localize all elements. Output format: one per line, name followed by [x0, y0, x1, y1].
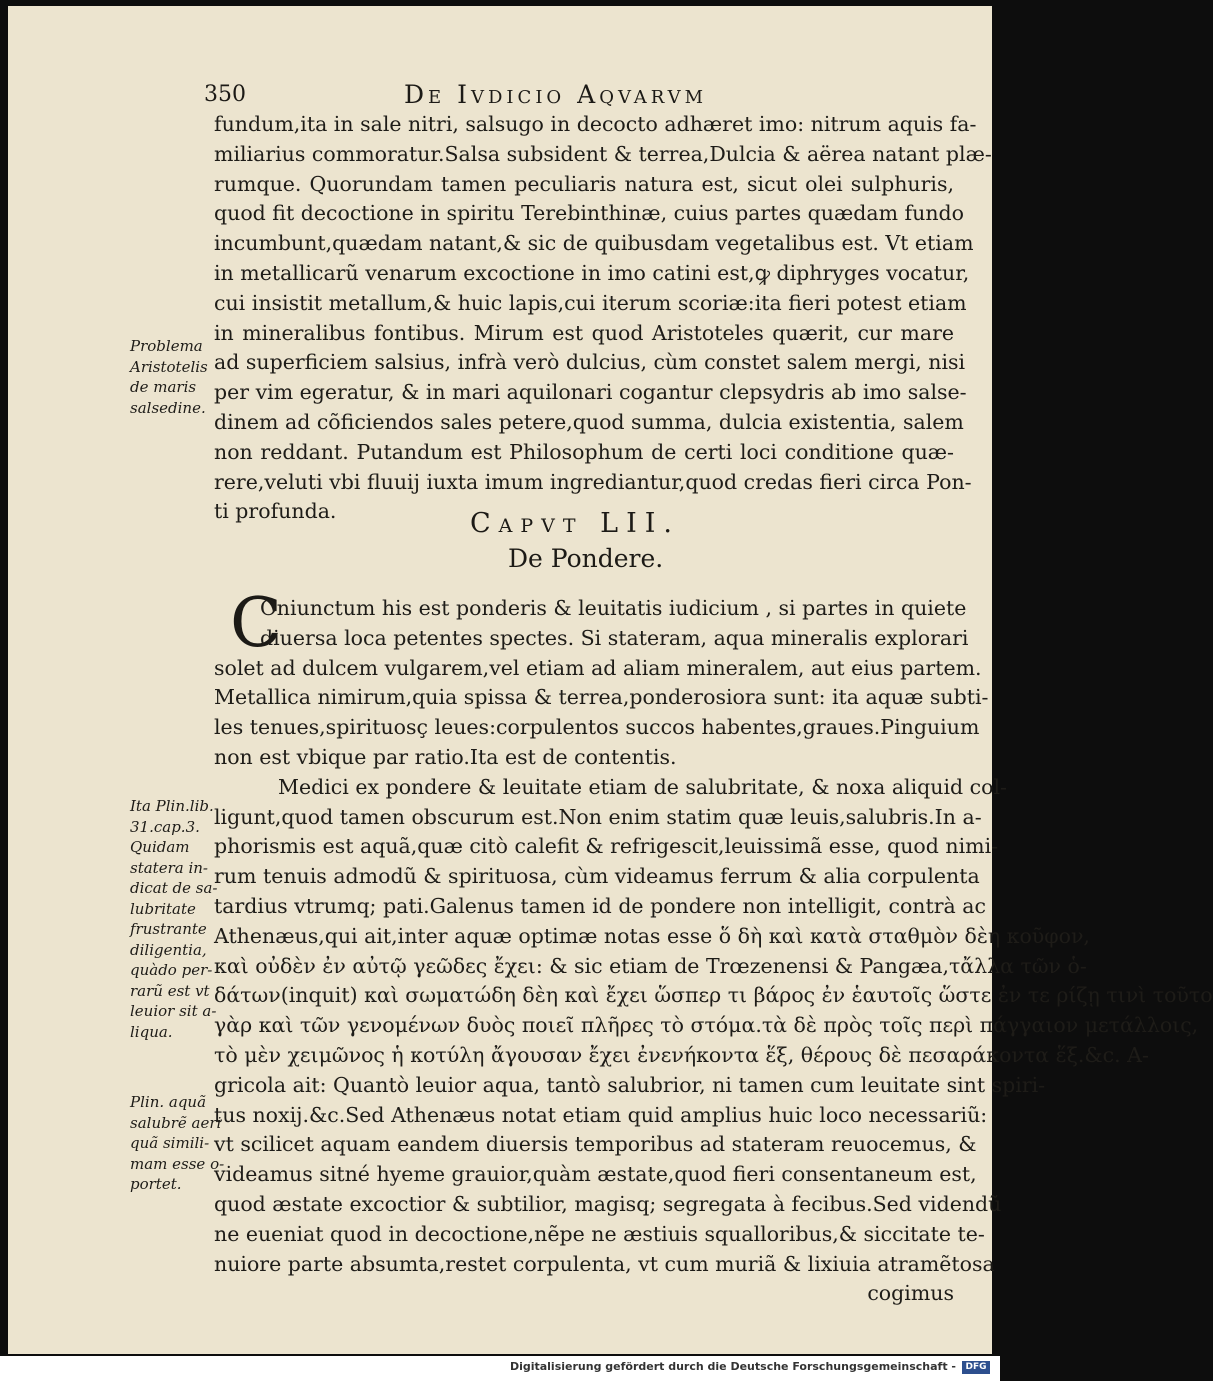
marginal-line: mam esse o- — [130, 1154, 225, 1173]
marginal-line: Quidam — [130, 838, 190, 856]
text-line: per vim egeratur, & in mari aquilonari cogantur clepsydris ab imo salse- — [214, 380, 967, 405]
text-line: gricola ait: Quantò leuior aqua, tantò salubrior, ni tamen cum leuitate sint spiri- — [214, 1072, 1046, 1097]
marginal-line: leuior sit a- — [130, 1002, 217, 1020]
chapter-title: Capvt LII. — [470, 508, 680, 539]
marginal-line: liqua. — [130, 1022, 173, 1041]
marginal-note-pliny-aqua — [130, 1092, 234, 1195]
text-line: Oniunctum his est ponderis & leuitatis iudicium , si partes in quiete — [260, 596, 967, 620]
text-line: quod æstate excoctior & subtilior, magisq; segregata à fecibus.Sed videndũ — [214, 1191, 1002, 1216]
marginal-line: salsedine. — [130, 398, 206, 417]
marginal-line: lubritate — [130, 899, 196, 918]
marginal-line: dicat de sa- — [130, 879, 218, 897]
text-line: rere,veluti vbi fluuij iuxta imum ingrediantur,quod credas fieri circa Pon- — [214, 469, 972, 494]
text-line: fundum,ita in sale nitri, salsugo in decocto adhæret imo: nitrum aquis fa- — [214, 112, 977, 136]
text-line: τὸ μὲν χειμῶνος ἡ κοτύλη ἄγουσαν ἔχει ἐνενήκοντα ἕξ, θέρους δὲ πεσαράκοντα ἕξ.&c. A- — [214, 1042, 1149, 1067]
text-line: cui insistit metallum,& huic lapis,cui iterum scoriæ:ita fieri potest etiam — [214, 290, 967, 315]
text-line: δάτων(inquit) καὶ σωματώδη δὲη καὶ ἔχει ὥσπερ τι βάρος ἐν ἑαυτοῖς ὥστε ἐν τε ρίζῃ τινὶ τοῦτο — [214, 983, 1213, 1008]
page-content — [8, 6, 1213, 1354]
text-line: ligunt,quod tamen obscurum est.Non enim statim quæ leuis,salubris.In a- — [214, 804, 982, 829]
text-line: videamus sitné hyeme grauior,quàm æstate,quod fieri consentaneum est, — [214, 1162, 977, 1187]
text-line: incumbunt,quædam natant,& sic de quibusdam vegetalibus est. Vt etiam — [214, 231, 974, 256]
text-line: miliarius commoratur.Salsa subsident & terrea,Dulcia & aërea natant plæ- — [214, 141, 992, 166]
text-line: nuiore parte absumta,restet corpulenta, vt cum muriã & lixiuia atramẽtosa — [214, 1251, 995, 1276]
text-line: in metallicarũ venarum excoctione in imo catini est,ꝙ diphryges vocatur, — [214, 260, 970, 285]
text-line: Metallica nimirum,quia spissa & terrea,ponderosiora sunt: ita aquæ subti- — [214, 685, 989, 710]
text-line: vt scilicet aquam eandem diuersis temporibus ad stateram reuocemus, & — [214, 1132, 977, 1157]
text-line: Athenæus,qui ait,inter aquæ optimæ notas esse ὅ δὴ καὶ κατὰ σταθμὸν δὲη κοῦφον, — [214, 923, 1090, 948]
chapter-subtitle: De Pondere. — [508, 544, 664, 573]
text-line: non reddant. Putandum est Philosophum de certi loci conditione quæ- — [214, 439, 954, 464]
marginal-line: de maris — [130, 378, 197, 396]
text-line: les tenues,spirituosç leues:corpulentos succos habentes,graues.Pinguium — [214, 715, 980, 740]
marginal-line: quàdo per- — [130, 961, 213, 979]
text-line: phorismis est aquã,quæ citò calefit & refrigescit,leuissimã esse, quod nimi- — [214, 834, 999, 859]
running-head — [8, 82, 992, 112]
marginal-line: quã simili- — [130, 1134, 210, 1152]
text-line: diuersa loca petentes spectes. Si stateram, aqua mineralis explorari — [260, 625, 969, 650]
marginal-line: portet. — [130, 1175, 182, 1193]
text-line: quod fit decoctione in spiritu Terebinthinæ, cuius partes quædam fundo — [214, 201, 964, 226]
text-line: ne eueniat quod in decoctione,nẽpe ne æstiuis squalloribus,& siccitate te- — [214, 1221, 985, 1246]
text-line: rum tenuis admodũ & spirituosa, cùm videamus ferrum & alia corpulenta — [214, 864, 980, 889]
marginal-line: 31.cap.3. — [130, 817, 200, 836]
marginal-line: salubrẽ aeri — [130, 1113, 222, 1132]
marginal-line: Aristotelis — [130, 357, 208, 376]
digitization-footer — [0, 1356, 1000, 1381]
text-line: ti profunda. — [214, 499, 337, 524]
marginal-line: frustrante — [130, 920, 207, 938]
marginal-line: rarũ est vt — [130, 981, 210, 1000]
page-number: 350 — [204, 82, 246, 107]
marginal-line: statera in- — [130, 858, 208, 877]
text-line: non est vbique par ratio.Ita est de contentis. — [214, 744, 677, 769]
text-line: Medici ex pondere & leuitate etiam de salubritate, & noxa aliquid col- — [278, 774, 1007, 799]
text-line: cogimus — [867, 1281, 954, 1306]
text-line: καὶ οὐδὲν ἐν αὐτῷ γεῶδες ἔχει: & sic etiam de Trœzenensi & Pangæa,τἄλλα τῶν ὁ- — [214, 953, 1087, 978]
marginal-line: Ita Plin.lib. — [130, 797, 214, 815]
body-text-part-1 — [214, 110, 992, 527]
marginal-note-aristotle — [130, 336, 234, 418]
text-line: γὰρ καὶ τῶν γενομένων δυὸς ποιεῖ πλῆρες τὸ στόμα.τὰ δὲ πρὸς τοῖς περὶ πάγγαιον μετάλλοις, — [214, 1013, 1199, 1038]
marginal-line: diligentia, — [130, 940, 207, 959]
text-line: tus noxij.&c.Sed Athenæus notat etiam quid amplius huic loco necessariũ: — [214, 1102, 988, 1127]
text-line: in mineralibus fontibus. Mirum est quod Aristoteles quærit, cur mare — [214, 320, 954, 345]
text-line: solet ad dulcem vulgarem,vel etiam ad aliam mineralem, aut eius partem. — [214, 655, 982, 680]
text-line: dinem ad cõficiendos sales petere,quod summa, dulcia existentia, salem — [214, 409, 964, 434]
marginal-note-pliny-statera — [130, 796, 234, 1042]
funding-credit: Digitalisierung gefördert durch die Deutsche Forschungsgemeinschaft - — [509, 1360, 956, 1373]
drop-cap-initial: C — [230, 584, 283, 663]
text-line: tardius vtrumq; pati.Galenus tamen id de pondere non intelligit, contrà ac — [214, 893, 986, 918]
marginal-line: Plin. aquã — [130, 1093, 207, 1111]
dfg-logo: DFG — [962, 1361, 990, 1374]
marginal-line: Problema — [130, 337, 203, 355]
text-line: rumque. Quorundam tamen peculiaris natura est, sicut olei sulphuris, — [214, 171, 954, 196]
body-text-part-2 — [214, 584, 1213, 1309]
running-title: De Ivdicio Aqvarvm — [404, 80, 708, 109]
text-line: ad superficiem salsius, infrà verò dulcius, cùm constet salem mergi, nisi — [214, 350, 966, 375]
book-page — [8, 6, 1213, 1354]
